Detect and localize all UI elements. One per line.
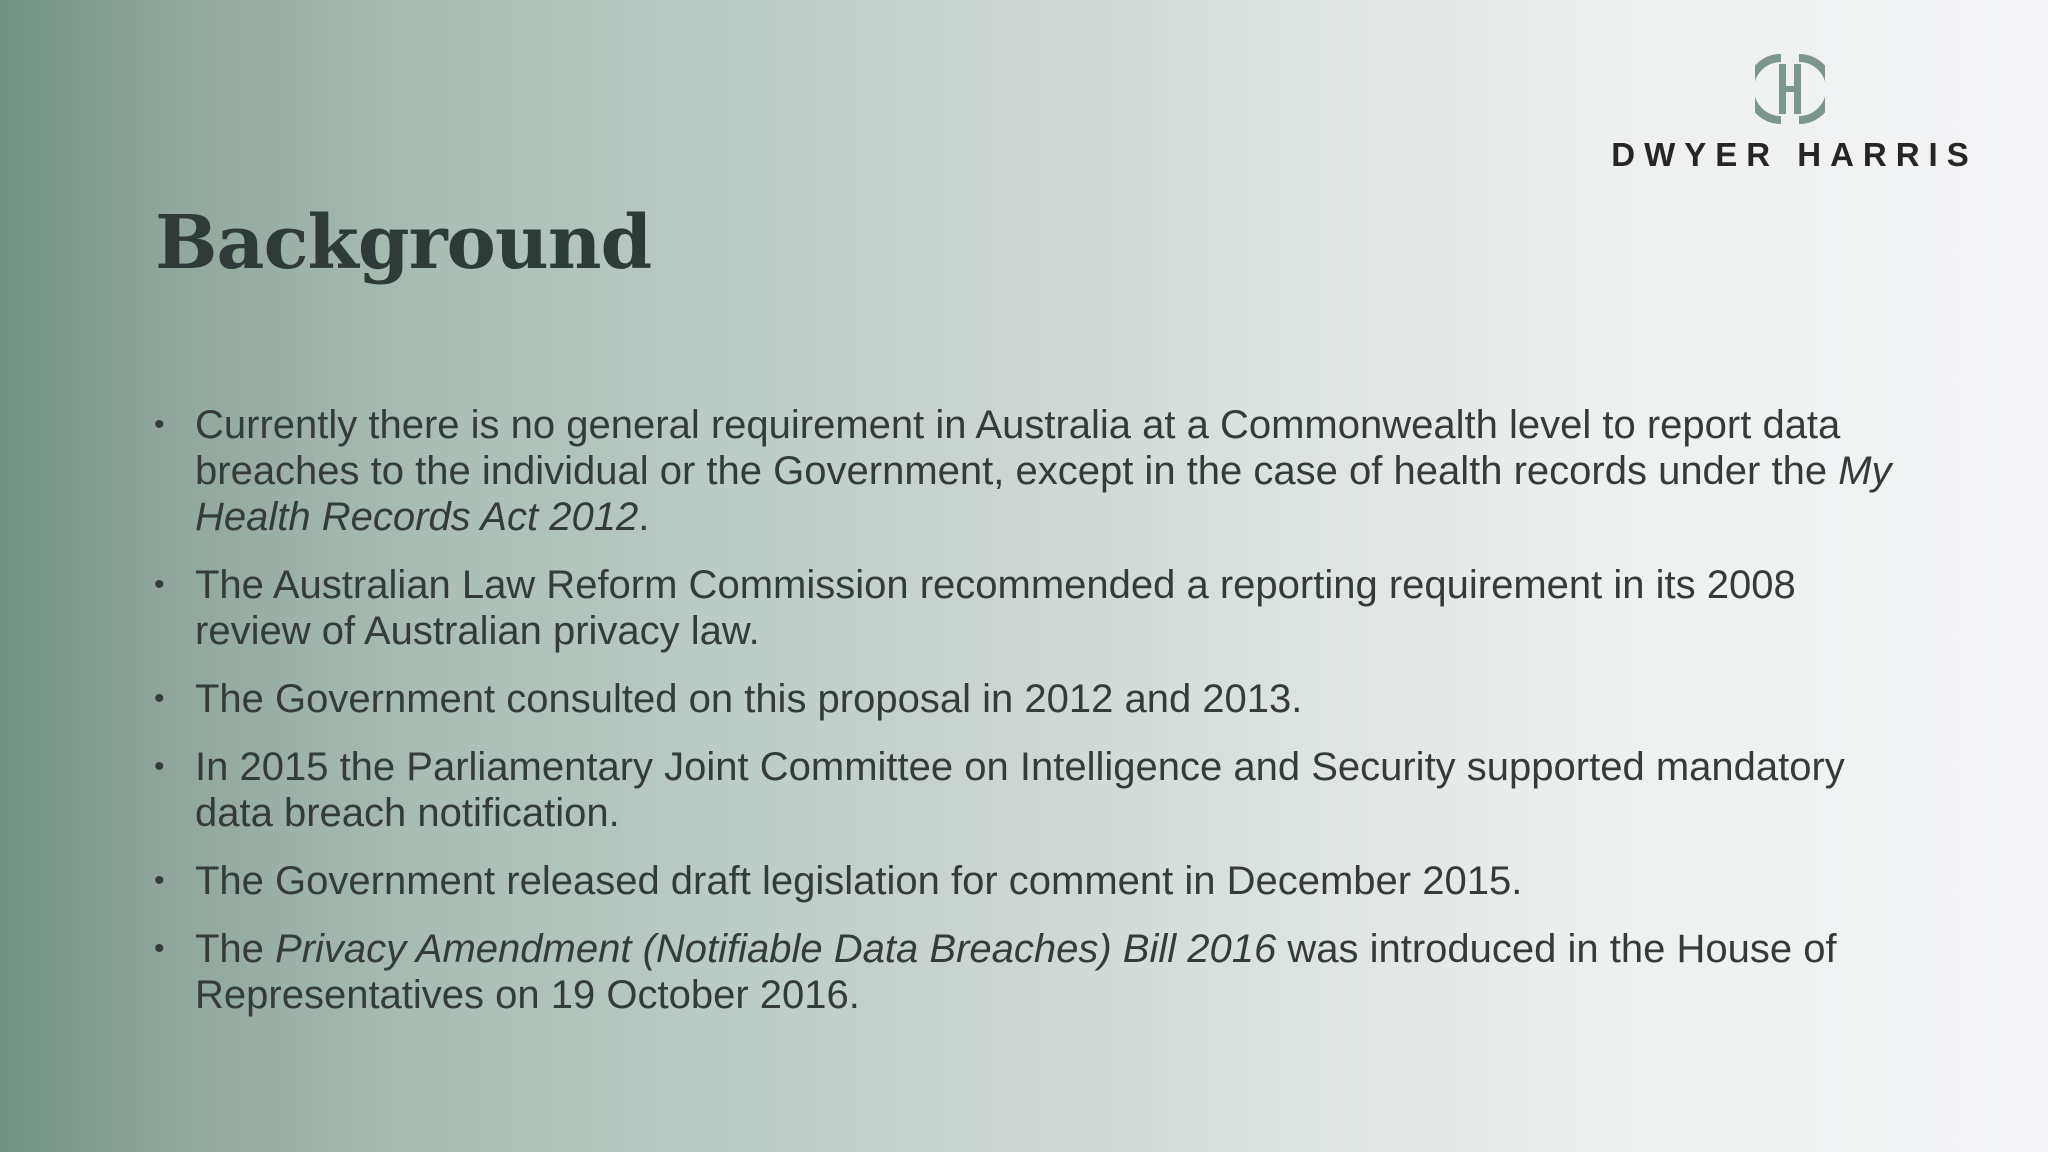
bullet-item bbox=[150, 562, 1910, 654]
company-logo bbox=[1590, 54, 1990, 174]
dh-monogram-icon bbox=[1755, 54, 1825, 124]
bullet-text: . bbox=[638, 495, 650, 539]
bullet-text: The Government released draft legislation for comment in December 2015. bbox=[195, 859, 1523, 903]
bullet-marker: • bbox=[154, 864, 165, 897]
bullet-item bbox=[150, 676, 1910, 722]
bullet-marker: • bbox=[154, 750, 165, 783]
bullet-text: The Australian Law Reform Commission recommended a reporting requirement in its 2008 review of Australian privacy law. bbox=[195, 563, 1796, 653]
bullet-text: The Government consulted on this proposal in 2012 and 2013. bbox=[195, 677, 1303, 721]
bullet-item bbox=[150, 402, 1910, 540]
slide-title: Background bbox=[155, 200, 652, 286]
bullet-list bbox=[150, 402, 1910, 1040]
bullet-item bbox=[150, 858, 1910, 904]
bill-title: Privacy Amendment (Notifiable Data Breaches) Bill 2016 bbox=[275, 927, 1277, 971]
bullet-text: Currently there is no general requirement in Australia at a Commonwealth level to report data breaches to the individual or the Government, except in the case of health records under the bbox=[195, 403, 1841, 493]
bullet-text: was introduced in the House of Representatives on 19 October 2016. bbox=[195, 927, 1837, 1017]
bullet-marker: • bbox=[154, 682, 165, 715]
logo-text: DWYER HARRIS bbox=[1611, 136, 1978, 173]
bullet-marker: • bbox=[154, 568, 165, 601]
bullet-marker: • bbox=[154, 932, 165, 965]
bullet-item bbox=[150, 926, 1910, 1018]
act-title: My Health Records Act 2012 bbox=[195, 449, 1892, 539]
bullet-marker: • bbox=[154, 408, 165, 441]
bullet-text: The bbox=[195, 927, 276, 971]
bullet-item bbox=[150, 744, 1910, 836]
bullet-text: In 2015 the Parliamentary Joint Committee on Intelligence and Security supported mandatory data breach notification. bbox=[195, 745, 1845, 835]
